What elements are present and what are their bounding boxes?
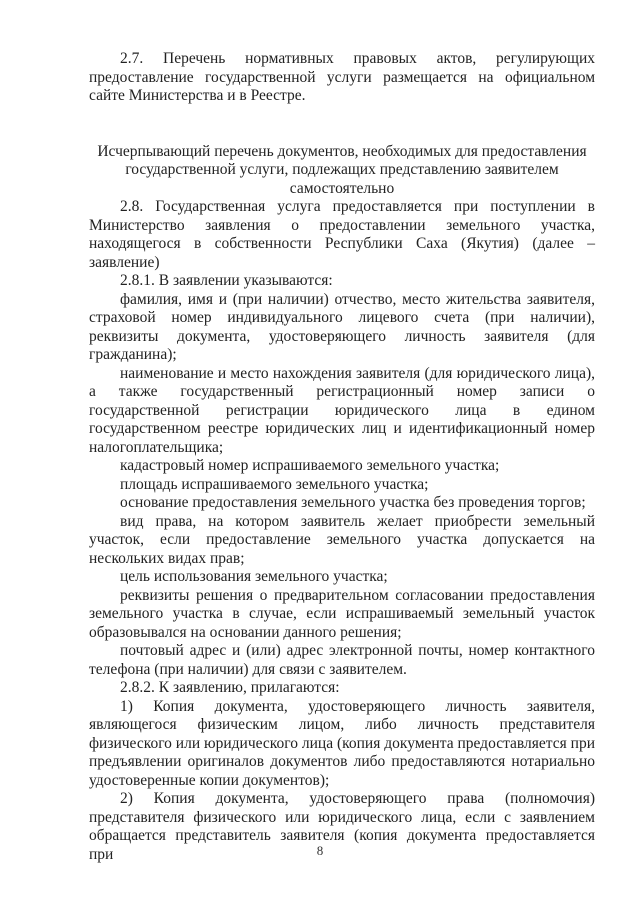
paragraph-2-8-1: 2.8.1. В заявлении указываются: <box>120 272 333 289</box>
list-item: наименование и место нахождения заявителя (для юридического лица), а также государственный регистрационный номер записи о государственной регистрации юридического лица в едином государственном реестре юридических лиц и идентификационный номер налогоплательщика; <box>89 364 595 456</box>
page-number: 8 <box>316 843 324 858</box>
list-item: основание предоставления земельного участка без проведения торгов; <box>120 494 586 511</box>
document-body <box>89 50 595 864</box>
spacer <box>89 106 595 125</box>
paragraph-2-8: 2.8. Государственная услуга предоставляется при поступлении в Министерство заявления о предоставлении земельного участка, находящегося в собственности Республики Саха (Якутия) (далее – заявление) <box>89 198 595 271</box>
list-item: фамилия, имя и (при наличии) отчество, место жительства заявителя, страховой номер индивидуального лицевого счета (при наличии), реквизиты документа, удостоверяющего личность заявителя (для гражданина); <box>89 290 595 363</box>
list-item: 1) Копия документа, удостоверяющего личность заявителя, являющегося физическим лицом, либо личность представителя физического или юридического лица (копия документа предоставляется при предъявлении оригиналов документов либо предоставляются нотариально удостоверенные копии документов); <box>89 697 595 789</box>
list-item: вид права, на котором заявитель желает приобрести земельный участок, если предоставление земельного участка допускается на нескольких видах прав; <box>89 512 595 567</box>
section-heading: Исчерпывающий перечень документов, необходимых для предоставления государственной услуги, подлежащих представлению заявителем самостоятельно <box>97 142 587 197</box>
list-item: почтовый адрес и (или) адрес электронной почты, номер контактного телефона (при наличии) для связи с заявителем. <box>89 642 595 678</box>
list-item: реквизиты решения о предварительном согласовании предоставления земельного участка в случае, если испрашиваемый земельный участок образовывался на основании данного решения; <box>89 586 595 641</box>
list-item: 2) Копия документа, удостоверяющего права (полномочия) представителя физического или юридического лица, если с заявлением обращается представитель заявителя (копия документа предоставляется при <box>89 790 595 863</box>
spacer <box>89 124 595 143</box>
list-item: кадастровый номер испрашиваемого земельного участка; <box>120 457 500 474</box>
paragraph-2-8-2: 2.8.2. К заявлению, прилагаются: <box>120 679 340 696</box>
list-item: площадь испрашиваемого земельного участка; <box>120 475 429 493</box>
list-item: цель использования земельного участка; <box>120 568 388 585</box>
paragraph-2-7: 2.7. Перечень нормативных правовых актов, регулирующих предоставление государственной услуги размещается на официальном сайте Министерства и в Реестре. <box>89 50 595 104</box>
